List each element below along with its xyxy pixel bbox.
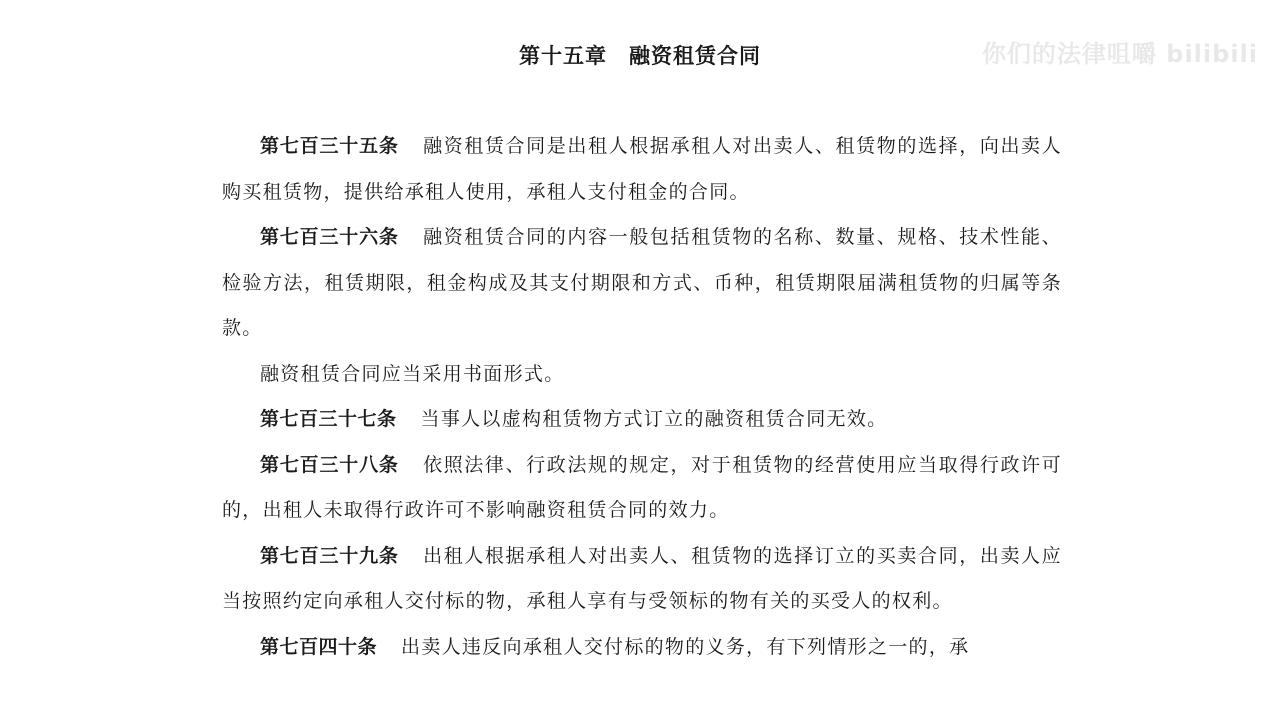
article-text: 出租人根据承租人对出卖人、租赁物的选择订立的买卖合同，出卖人应当按照约定向承租人交付标的物，承租人享有与受领标的物有关的买受人的权利。 [222, 544, 1062, 612]
article-text: 当事人以虚构租赁物方式订立的融资租赁合同无效。 [420, 408, 888, 430]
article-text: 出卖人违反向承租人交付标的物的义务，有下列情形之一的，承 [401, 635, 970, 658]
article-number: 第七百三十七条 [260, 408, 397, 430]
article-736 [222, 215, 1062, 352]
watermark-logo: 你们的法律咀嚼 bilibili [981, 40, 1258, 68]
article-number: 第七百三十八条 [260, 453, 399, 476]
chapter-title: 第十五章 融资租赁合同 [519, 44, 761, 68]
article-number: 第七百三十五条 [260, 135, 399, 157]
article-number: 第七百三十六条 [260, 226, 399, 248]
article-body [222, 124, 1062, 670]
article-738 [222, 443, 1062, 534]
article-text: 融资租赁合同应当采用书面形式。 [260, 362, 565, 385]
article-text: 依照法律、行政法规的规定，对于租赁物的经营使用应当取得行政许可的，出租人未取得行政许可不影响融资租赁合同的效力。 [222, 453, 1062, 521]
article-739 [222, 534, 1062, 625]
article-740 [222, 625, 1062, 671]
article-735 [222, 124, 1062, 215]
article-text: 融资租赁合同是出租人根据承租人对出卖人、租赁物的选择，向出卖人购买租赁物，提供给承租人使用，承租人支付租金的合同。 [222, 135, 1062, 203]
article-number: 第七百四十条 [260, 635, 378, 658]
article-736-paragraph-2 [222, 352, 1062, 398]
article-737 [222, 397, 1062, 443]
article-number: 第七百三十九条 [260, 544, 399, 567]
article-text: 融资租赁合同的内容一般包括租赁物的名称、数量、规格、技术性能、检验方法，租赁期限，租金构成及其支付期限和方式、币种，租赁期限届满租赁物的归属等条款。 [222, 226, 1062, 339]
